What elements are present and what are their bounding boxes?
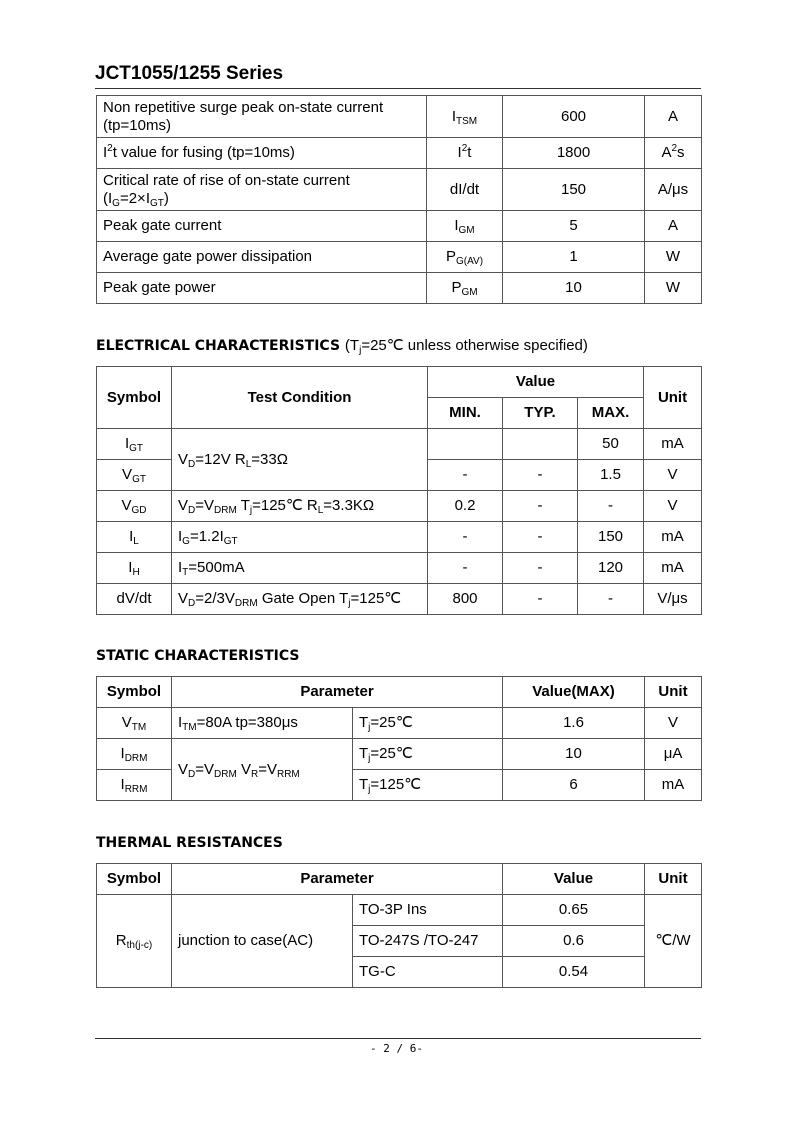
elec-typ [503,429,578,460]
col-symbol: Symbol [97,677,172,708]
elec-unit: mA [644,553,702,584]
thermal-value: 0.65 [503,895,645,926]
thermal-param: junction to case(AC) [172,895,353,988]
elec-typ: - [503,460,578,491]
thermal-value: 0.6 [503,926,645,957]
thermal-table [96,863,702,988]
elec-symbol: $I_L$ [97,522,172,553]
section-title-static: STATIC CHARACTERISTICS [96,648,300,664]
elec-min: 800 [428,584,503,615]
ratings-unit: A/μs [645,169,702,211]
ratings-unit: A [645,211,702,242]
ratings-value: 1 [503,242,645,273]
page-header [95,62,701,89]
elec-typ: - [503,522,578,553]
elec-typ: - [503,491,578,522]
ratings-value: 1800 [503,138,645,169]
table-row [97,491,702,522]
thermal-package: TO-3P Ins [353,895,503,926]
elec-symbol: $I_H$ [97,553,172,584]
ratings-symbol: dI/dt [427,169,503,211]
ratings-symbol: $P_{GM}$ [427,273,503,304]
table-row [97,553,702,584]
elec-min: - [428,553,503,584]
elec-max: - [578,491,644,522]
table-row [97,522,702,553]
footer-divider [95,1038,701,1039]
elec-symbol: $I_{GT}$ [97,429,172,460]
section-title-thermal: THERMAL RESISTANCES [96,835,283,851]
ratings-symbol: $P_{G(AV)}$ [427,242,503,273]
ratings-value: 600 [503,96,645,138]
col-typ: TYP. [503,398,578,429]
electrical-table [96,366,702,615]
elec-max: 150 [578,522,644,553]
ratings-unit: W [645,273,702,304]
ratings-param: Peak gate power [97,273,427,304]
col-symbol: Symbol [97,367,172,429]
static-symbol: $I_{DRM}$ [97,739,172,770]
thermal-value: 0.54 [503,957,645,988]
col-unit: Unit [644,367,702,429]
col-parameter: Parameter [172,864,503,895]
elec-min: - [428,522,503,553]
ratings-table [96,95,702,304]
ratings-symbol: $I_{TSM}$ [427,96,503,138]
static-symbol: $V_{TM}$ [97,708,172,739]
col-unit: Unit [645,864,702,895]
col-value-max: Value(MAX) [503,677,645,708]
elec-unit: mA [644,429,702,460]
elec-condition: $I_G=1.2I_{GT}$ [172,522,428,553]
table-row [97,138,702,169]
table-row [97,273,702,304]
ratings-param: Average gate power dissipation [97,242,427,273]
elec-min [428,429,503,460]
thermal-symbol: $R_{th(j-c)}$ [97,895,172,988]
table-row [97,429,702,460]
static-symbol: $I_{RRM}$ [97,770,172,801]
ratings-param: Peak gate current [97,211,427,242]
table-header-row [97,367,702,398]
ratings-value: 150 [503,169,645,211]
table-row [97,211,702,242]
elec-unit: V [644,491,702,522]
col-unit: Unit [645,677,702,708]
ratings-symbol: $I^2t$ [427,138,503,169]
elec-symbol: $V_{GD}$ [97,491,172,522]
static-table [96,676,702,801]
ratings-param: $I^2t$ value for fusing (tp=10ms) [97,138,427,169]
ratings-param: Critical rate of rise of on-state current $(I_G=2\times I_{GT})$ [97,169,427,211]
col-test-condition: Test Condition [172,367,428,429]
static-unit: V [645,708,702,739]
ratings-unit: $A^2s$ [645,138,702,169]
electrical-note: ($T_j=25℃$ unless otherwise specified) [344,337,588,356]
ratings-value: 10 [503,273,645,304]
ratings-unit: W [645,242,702,273]
col-parameter: Parameter [172,677,503,708]
ratings-symbol: $I_{GM}$ [427,211,503,242]
elec-max: - [578,584,644,615]
col-value: Value [428,367,644,398]
elec-condition: $I_T=500mA$ [172,553,428,584]
elec-max: 120 [578,553,644,584]
table-header-row [97,864,702,895]
elec-condition: $V_D=12V$ $R_L=33\Omega$ [172,429,428,491]
elec-unit: mA [644,522,702,553]
table-row [97,584,702,615]
table-row [97,708,702,739]
elec-unit: V/μs [644,584,702,615]
elec-condition: $V_D=V_{DRM}$ $T_j=125℃$ $R_L=3.3K\Omega$ [172,491,428,522]
document-title: JCT1055/1255 Series [95,63,284,84]
static-value: 1.6 [503,708,645,739]
elec-symbol: $V_{GT}$ [97,460,172,491]
table-row [97,895,702,926]
static-unit: μA [645,739,702,770]
ratings-value: 5 [503,211,645,242]
table-row [97,739,702,770]
ratings-unit: A [645,96,702,138]
col-min: MIN. [428,398,503,429]
ratings-param: Non repetitive surge peak on-state current (tp=10ms) [97,96,427,138]
section-title-electrical: ELECTRICAL CHARACTERISTICS ($T_j=25℃$ unless otherwise specified) [96,337,588,356]
static-unit: mA [645,770,702,801]
col-max: MAX. [578,398,644,429]
table-row [97,242,702,273]
col-symbol: Symbol [97,864,172,895]
thermal-unit: ℃/W [645,895,702,988]
static-temp: $T_j=25℃$ [353,739,503,770]
static-value: 10 [503,739,645,770]
elec-condition: $V_D=2/3V_{DRM}$ Gate Open $T_j=125℃$ [172,584,428,615]
static-param: $V_D=V_{DRM}$ $V_R=V_{RRM}$ [172,739,353,801]
table-row [97,169,702,211]
elec-max: 50 [578,429,644,460]
thermal-package: TG-C [353,957,503,988]
elec-min: - [428,460,503,491]
elec-max: 1.5 [578,460,644,491]
static-param: $I_{TM}=80A$ tp=380μs [172,708,353,739]
thermal-package: TO-247S /TO-247 [353,926,503,957]
page-number: - 2 / 6- [370,1042,423,1055]
elec-unit: V [644,460,702,491]
elec-symbol: dV/dt [97,584,172,615]
elec-typ: - [503,584,578,615]
static-temp: $T_j=125℃$ [353,770,503,801]
elec-typ: - [503,553,578,584]
table-header-row [97,677,702,708]
elec-min: 0.2 [428,491,503,522]
col-value: Value [503,864,645,895]
static-temp: $T_j=25℃$ [353,708,503,739]
static-value: 6 [503,770,645,801]
table-row [97,96,702,138]
